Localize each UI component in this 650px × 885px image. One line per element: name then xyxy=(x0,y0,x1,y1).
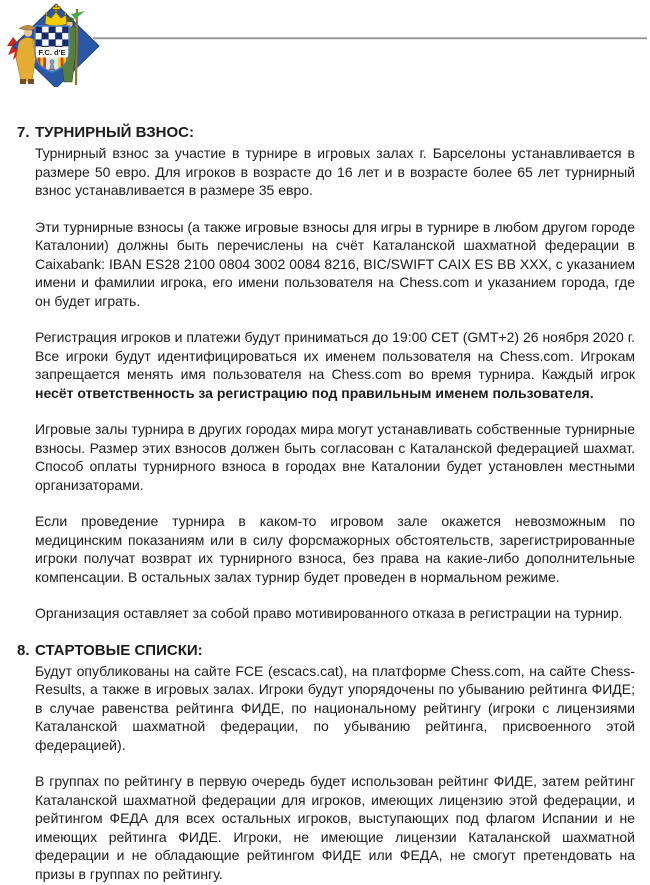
section-heading xyxy=(17,641,635,660)
crest-banner-text: F.C. d'E xyxy=(38,48,66,57)
section-starting-lists xyxy=(17,641,635,884)
paragraph-bank-transfer xyxy=(35,218,635,311)
paragraph-text: В группах по рейтингу в первую очередь будет использован рейтинг ФИДЕ, затем рейтинг Каталанской шахматной федерации для игроков, имеющих лицензию этой федерации, и рейтингом ФЕДА для всех остальных игроков, выступающих под флагом Испании и не имеющих рейтинга ФИДЕ. Игроки, не имеющие лицензии Каталанской шахматной федерации и не обладающие рейтингом ФИДЕ или ФЕДА, не смогут претендовать на призы в группах по рейтингу. xyxy=(35,773,635,882)
paragraph-text: Если проведение турнира в каком-то игровом зале окажется невозможным по медицинским показаниям или в силу форсмажорных обстоятельств, зарегистрированные игроки получат возврат их турнирного взноса, без права на какие-либо дополнительные компенсации. В остальных залах турнир будет проведен в нормальном режиме. xyxy=(35,513,635,585)
paragraph-text: Эти турнирные взносы (а также игровые взносы для игры в турнире в любом другом городе Каталонии) должны быть перечислены на счёт Каталанской шахматной федерации в Caixabank: IBAN ES28 2100 0804 3002 0084 8216, BIC/SWIFT CAIX ES BB XXX, с указанием имени и фамилии игрока, его имени пользователя на Chess.com и указанием города, где он будет играть. xyxy=(35,218,635,309)
shield-shape xyxy=(35,26,69,73)
paragraph-refusal-right xyxy=(35,604,635,623)
paragraph-text-bold: несёт ответственность за регистрацию под правильным именем пользователя. xyxy=(35,384,594,401)
paragraph-publication xyxy=(35,662,635,755)
section-heading xyxy=(17,123,635,142)
paragraph-force-majeure xyxy=(35,512,635,586)
paragraph-text: Регистрация игроков и платежи будут приниматься до 19:00 CET (GMT+2) 26 ноября 2020 г. Все игроки будут идентифицироваться их именем пользователя на Chess.com. Игрокам запрещается менять имя пользователя на Chess.com во время турнира. Каждый игрок xyxy=(35,329,635,382)
section-title: СТАРТОВЫЕ СПИСКИ: xyxy=(35,641,203,659)
paragraph-registration-deadline xyxy=(35,328,635,402)
section-number: 8. xyxy=(17,641,30,659)
paragraph-text: Организация оставляет за собой право мотивированного отказа в регистрации на турнир. xyxy=(35,605,623,621)
section-title: ТУРНИРНЫЙ ВЗНОС: xyxy=(35,124,194,141)
paragraph-fee-barcelona xyxy=(35,144,635,200)
paragraph-rating-groups xyxy=(35,772,635,883)
paragraph-other-cities-fees xyxy=(35,420,635,494)
section-body xyxy=(35,662,635,884)
paragraph-text: Будут опубликованы на сайте FCE (escacs.cat), на платформе Chess.com, на сайте Chess-Results, а также в игровых залах. Игроки будут упорядочены по убыванию рейтинга ФИДЕ; в случае равенства рейтинга ФИДЕ, по национальному рейтингу (игроки с лицензиями Каталанской шахматной федерации, по убыванию рейтинга, присвоенного этой федерацией). xyxy=(35,662,635,753)
paragraph-text: Турнирный взнос за участие в турнире в игровых залах г. Барселоны устанавливается в размере 50 евро. Для игроков в возрасте до 16 лет и в возрасте более 65 лет турнирный взнос устанавливается в размере 35 евро. xyxy=(35,145,635,198)
section-tournament-fee xyxy=(17,123,635,623)
paragraph-text: Игровые залы турнира в других городах мира могут устанавливать собственные турнирные взносы. Размер этих взносов должен быть согласован с Каталанской федерацией шахмат. Способ оплаты турнирного взноса в городах вне Каталонии будет установлен местными организаторами. xyxy=(35,421,635,493)
section-number: 7. xyxy=(17,124,30,141)
document-body xyxy=(17,123,635,885)
section-body xyxy=(35,144,635,623)
header-divider xyxy=(93,37,647,40)
federation-crest-logo xyxy=(5,2,100,87)
